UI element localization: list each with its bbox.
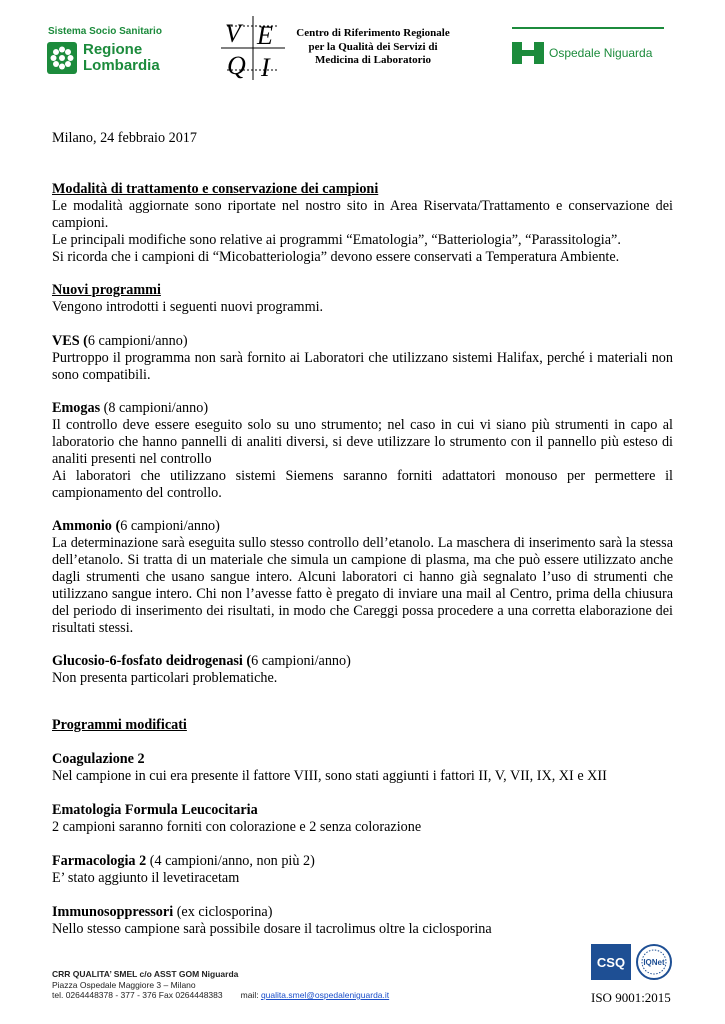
paragraph-line: Si ricorda che i campioni di “Micobatteriologia” devono essere conservati a Temperatura Ambiente. (52, 249, 620, 265)
letterhead (0, 0, 725, 90)
veqi-letter-q: Q (227, 51, 246, 80)
program-text: E’ stato aggiunto il levetiracetam (52, 870, 240, 886)
veqi-letter-v: V (225, 19, 241, 48)
program-detail: (ex ciclosporina) (173, 904, 273, 920)
paragraph-line: Le modalità aggiornate sono riportate nel nostro sito in Area Riservata/Trattamento e conservazione dei campioni. (52, 198, 673, 231)
paragraph-line: Vengono introdotti i seguenti nuovi programmi. (52, 299, 324, 315)
lombardia-name-1: Regione (83, 41, 143, 58)
program-ammonio (52, 518, 673, 637)
iqnet-text: IQNet (643, 958, 665, 967)
csq-cert-icon (591, 944, 631, 980)
lombardia-wordmark (83, 42, 160, 74)
lombardia-name-2: Lombardia (83, 57, 160, 74)
crr-title-line: Centro di Riferimento Regionale (296, 27, 450, 39)
program-name: VES ( (52, 333, 88, 349)
program-name: Immunosoppressori (52, 904, 174, 920)
program-text: Non presenta particolari problematiche. (52, 670, 278, 686)
lombardia-rose-icon (47, 42, 77, 74)
footer-address: Piazza Ospedale Maggiore 3 – Milano (52, 979, 196, 990)
program-name: Glucosio-6-fosfato deidrogenasi ( (52, 653, 252, 669)
program-name: Coagulazione 2 (52, 751, 145, 767)
program-name: Emogas (52, 400, 101, 416)
program-text: Il controllo deve essere eseguito solo su uno strumento; nel caso in cui vi siano più strumenti in capo al laboratorio che hanno pannelli di analiti diversi, si deve utilizzare lo strumento con il pannello più esteso di analiti presenti nel controllo (52, 417, 673, 467)
footer-phone: tel. 0264448378 - 377 - 376 Fax 0264448383 (52, 990, 223, 1000)
section-heading: Modalità di trattamento e conservazione dei campioni (52, 181, 379, 197)
veqi-letter-e: E (257, 21, 273, 50)
program-text: Ai laboratori che utilizzano sistemi Siemens saranno forniti adattatori monouso per permettere il campionamento del controllo. (52, 468, 673, 501)
section-programmi-modificati (52, 717, 673, 734)
lombardia-band-text: Sistema Socio Sanitario (48, 26, 162, 37)
program-ematologia (52, 802, 673, 836)
program-emogas (52, 400, 673, 502)
program-immunosoppressori (52, 904, 673, 938)
program-detail: (8 campioni/anno) (100, 400, 209, 416)
program-detail: 6 campioni/anno) (120, 518, 220, 534)
program-name: Ematologia Formula Leucocitaria (52, 802, 258, 818)
program-detail: 6 campioni/anno) (87, 333, 188, 349)
footer-mail-link[interactable]: qualita.smel@ospedaleniguarda.it (260, 990, 390, 1000)
section-nuovi-programmi (52, 282, 673, 316)
program-text: La determinazione sarà eseguita sullo stesso controllo dell’etanolo. La maschera di inserimento sarà la stessa dell’etanolo. Si tratta di un materiale che simula un campione di plasma, ma che può essere utilizzato anche dagli strumenti che usano sangue intero. Alcuni laboratori ci hanno già segnalato l’uso di strumenti che utilizzano sangue intero. Chi non l’avesse fatto è pregato di inviare una mail al Centro, prima della chiusura del periodo di inserimento dei risultati, in modo che Careggi possa procedere a una corretta elaborazione dei risultati stessi. (52, 535, 673, 636)
crr-title (288, 27, 458, 68)
footer-mail-label: mail: (240, 990, 259, 1000)
program-name: Farmacologia 2 (52, 853, 147, 869)
section-heading: Programmi modificati (52, 717, 187, 733)
section-trattamento (52, 181, 673, 266)
program-farmacologia (52, 853, 673, 887)
program-text: Nello stesso campione sarà possibile dosare il tacrolimus oltre la ciclosporina (52, 921, 492, 937)
iqnet-cert-icon (636, 944, 672, 980)
program-detail: (4 campioni/anno, non più 2) (146, 853, 315, 869)
paragraph-line: Le principali modifiche sono relative ai programmi “Ematologia”, “Batteriologia”, “Parassitologia”. (52, 232, 621, 248)
program-ves (52, 333, 673, 384)
section-heading: Nuovi programmi (52, 282, 161, 298)
footer-phone-row (52, 990, 389, 1001)
niguarda-name: Ospedale Niguarda (549, 46, 653, 60)
csq-text: CSQ (596, 955, 626, 970)
program-text: Purtroppo il programma non sarà fornito ai Laboratori che utilizzano sistemi Halifax, perché i materiali non sono compatibili. (52, 350, 673, 383)
crr-title-line: Medicina di Laboratorio (314, 54, 432, 66)
program-text: 2 campioni saranno forniti con colorazione e 2 senza colorazione (52, 819, 422, 835)
iso-certification: ISO 9001:2015 (591, 990, 671, 1005)
footer-contacts (52, 969, 389, 1001)
veqi-letter-i: I (261, 53, 270, 82)
niguarda-rule (512, 27, 664, 29)
program-g6pd (52, 653, 673, 687)
crr-title-line: per la Qualità dei Servizi di (308, 40, 438, 53)
niguarda-h-icon (512, 40, 544, 66)
program-text: Nel campione in cui era presente il fattore VIII, sono stati aggiunti i fattori II, V, VII, IX, XI e XII (52, 768, 607, 784)
footer-org: CRR QUALITA’ SMEL c/o ASST GOM Niguarda (52, 969, 239, 979)
program-detail: 6 campioni/anno) (251, 653, 351, 669)
program-coagulazione (52, 751, 673, 785)
letter-date: Milano, 24 febbraio 2017 (52, 130, 197, 146)
veqi-logo (217, 12, 289, 82)
program-name: Ammonio ( (52, 518, 121, 534)
